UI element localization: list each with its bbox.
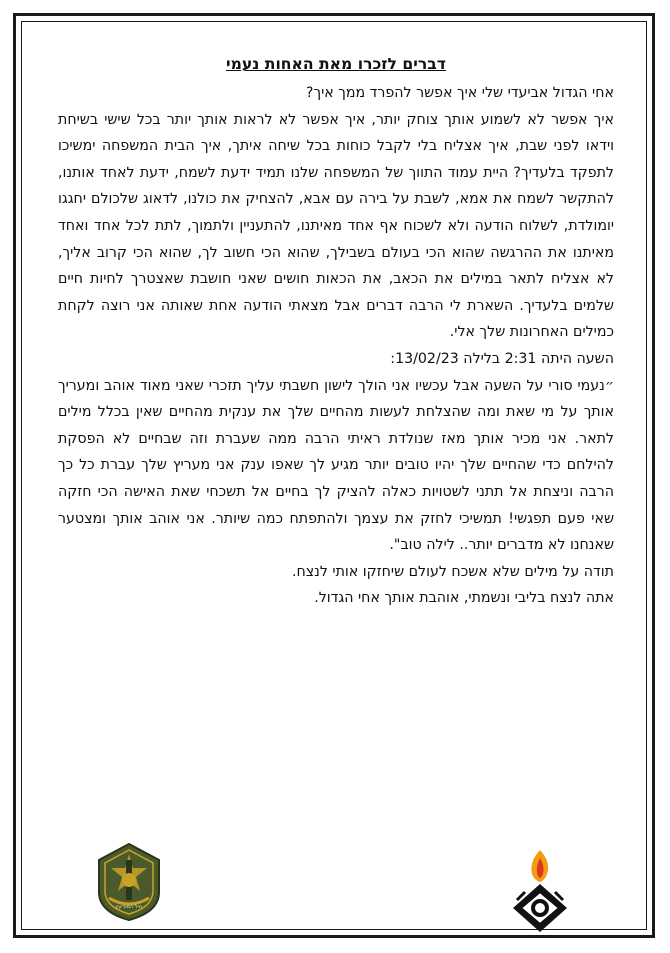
emblem-caption: חיל המודיעין: [115, 904, 143, 910]
letter-paragraph-quote: ״נעמי סורי על השעה אבל עכשיו אני הולך לישון חשבתי עליך תזכרי שאני מאוד אוהב ומעריך אותך על מי שאת ומה שהצלחת לעשות מהחיים שלך את ענקית מהחיים שאין בכלל מילים לתאר. אני מכיר אותך מאז שנולדת ראיתי הרבה ממה שעברת וזה שבחיים לא הפסקת להילחם כדי שהחיים שלך יהיו טובים יותר מגיע לך שאפו ענק אני מעריץ שלך עברת כל כך הרבה וניצחת אל תתני לשטויות כאלה להציק לך בחיים אל תשכחי שאת האישה הכי חזקה שאי פעם תפגשי! תמשיכי לחזק את עצמך ולהתפתח כמה שיותר. אני אוהב אותך ומצטער שאנחנו לא מדברים יותר.. לילה טוב".: [58, 377, 614, 554]
intelligence-corps-emblem: [93, 842, 165, 922]
letter-paragraph-opening: אחי הגדול אביעדי שלי איך אפשר להפרד ממך איך?: [305, 85, 614, 101]
memorial-flame-emblem: [509, 848, 571, 932]
letter-paragraph-time: השעה היתה 2:31 בלילה 13/02/23:: [390, 350, 614, 367]
letter-title: דברים לזכרו מאת האחות נעמי: [226, 55, 446, 73]
memorial-letter: [58, 52, 614, 612]
letter-paragraph-main: איך אפשר לא לשמוע אותך צוחק יותר, איך אפשר לא לראות אותך יותר בכל שישי בשיחת וידאו לפני שבת, איך אצליח בלי לקבל כוחות בכל שיחה איתך, איך הבית המשפחה ימשיכו לתפקד בלעדיך? היית עמוד התווך של המשפחה שלנו תמיד ידעת לשמח, ידעת לאחד אותנו, להתקשר לשמח את אמא, לשבת על בירה עם אבא, להצחיק את כולנו, לדאוג שלכולם יחגגו יומולדת, לשלוח הודעה ולא לשכוח אף אחד מאיתנו, להתעניין ולתמוך, לתת לכל אחד ואחד מאיתנו את ההרגשה שהוא הכי בעולם בשבילך, שהוא הכי חשוב לך, שהוא הכי קרוב אליך, לא אצליח לתאר במילים את הכאב, את הכאות חושים שאני חושבת שאצטרך לחיות חיים שלמים בלעדיך. השארת לי הרבה דברים אבל מצאתי הודעה אחת שאותה אני רוצה לקחת כמילים האחרונות שלך אלי.: [58, 111, 614, 341]
letter-paragraph-closing: אתה לנצח בליבי ונשמתי, אוהבת אותך אחי הגדול.: [314, 590, 614, 607]
letter-paragraph-thanks: תודה על מילים שלא אשכח לעולם שיחזקו אותי לנצח.: [291, 563, 614, 580]
